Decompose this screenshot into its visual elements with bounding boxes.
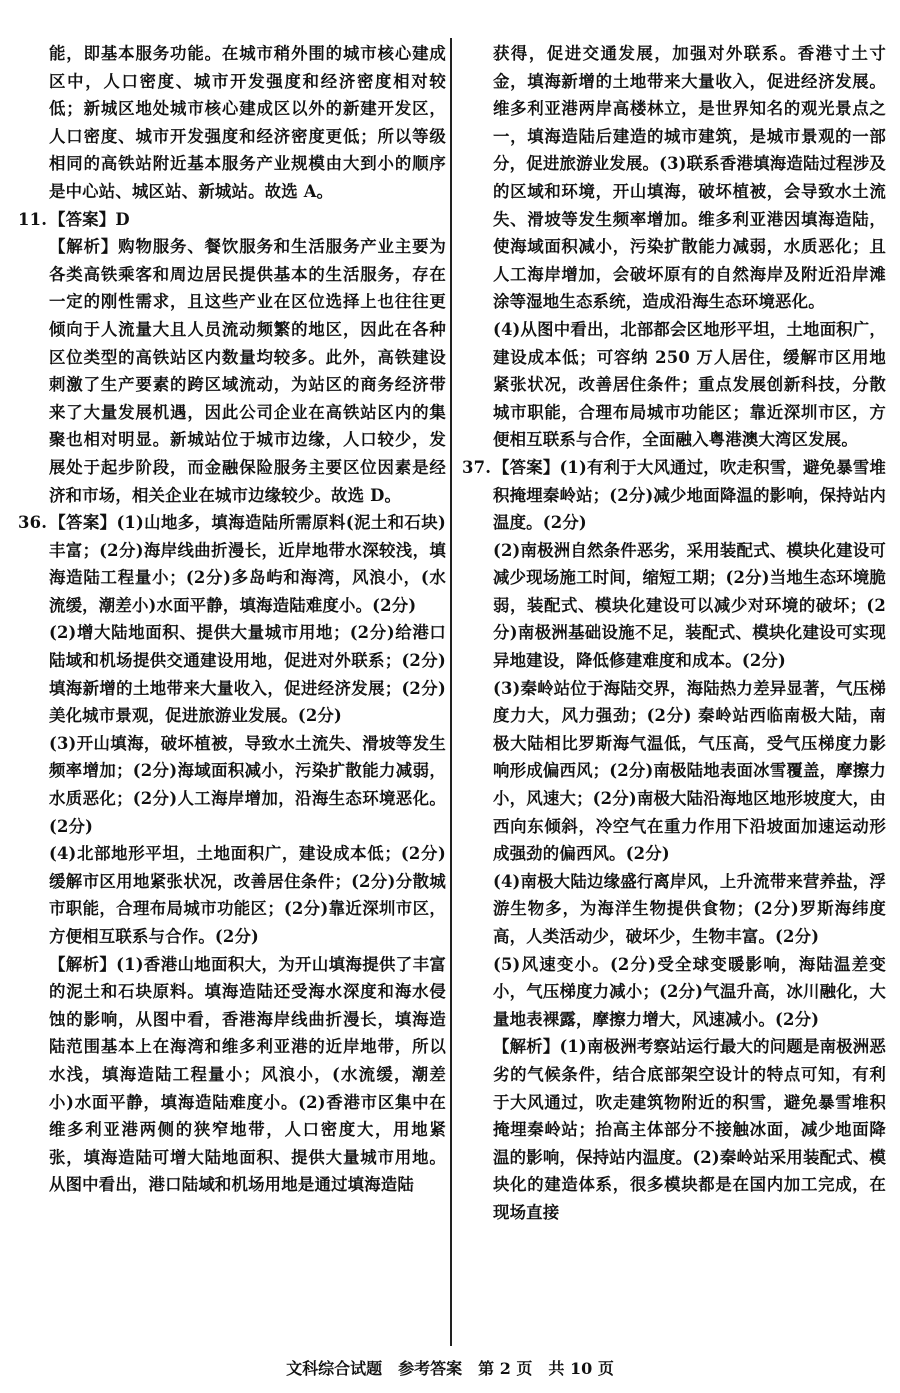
left-column bbox=[18, 40, 446, 1199]
answer-part-4: (4)北部地形平坦，土地面积广，建设成本低；(2分)缓解市区用地紧张状况，改善居住条件；(2分)分散城市职能，合理布局城市功能区；(2分)靠近深圳市区，方便相互联系与合作。(2分) bbox=[49, 844, 446, 946]
analysis-part-4: (4)从图中看出，北部都会区地形平坦，土地面积广，建设成本低；可容纳 250 万人居住，缓解市区用地紧张状况，改善居住条件；重点发展创新科技，分散城市职能，合理布局城市功能区；靠近深圳市区，方便相互联系与合作，全面融入粤港澳大湾区发展。 bbox=[493, 319, 886, 450]
answer-part-4: (4)南极大陆边缘盛行离岸风，上升流带来营养盐，浮游生物多，为海洋生物提供食物；(2分)罗斯海纬度高，人类活动少，破坏少，生物丰富。(2分) bbox=[493, 871, 886, 946]
question-37 bbox=[462, 454, 886, 537]
answer-part-2: (2)增大陆地面积、提供大量城市用地；(2分)给港口陆域和机场提供交通建设用地，促进对外联系；(2分)填海新增的土地带来大量收入，促进经济发展；(2分)美化城市景观，促进旅游业发展。(2分) bbox=[49, 623, 446, 726]
question-number: 11. bbox=[18, 209, 48, 229]
answer-text: 【答案】D bbox=[49, 209, 130, 229]
analysis-text: 【解析】购物服务、餐饮服务和生活服务产业主要为各类高铁乘客和周边居民提供基本的生活服务，存在一定的刚性需求，且这些产业在区位选择上也往往更倾向于人流量大且人员流动频繁的地区，因此在各种区位类型的高铁站区内数量均较多。此外，高铁建设刺激了生产要素的跨区域流动，为站区的商务经济带来了大量发展机遇，因此公司企业在高铁站区内的集聚也相对明显。新城站位于城市边缘，人口较少，发展处于起步阶段，而金融保险服务主要区位因素是经济和市场，相关企业在城市边缘较少。故选 D。 bbox=[49, 237, 446, 505]
column-divider bbox=[450, 38, 452, 1346]
analysis-text: 【解析】(1)香港山地面积大，为开山填海提供了丰富的泥土和石块原料。填海造陆还受海水深度和海水侵蚀的影响，从图中看，香港海岸线曲折漫长，填海造陆范围基本上在海湾和维多利亚港的近岸地带，所以水浅，填海造陆工程量小；风浪小，(水流缓，潮差小)水面平静，填海造陆难度小。(2)香港市区集中在维多利亚港两侧的狭窄地带，人口密度大，用地紧张，填海造陆可增大陆地面积、提供大量城市用地。从图中看出，港口陆域和机场用地是通过填海造陆 bbox=[49, 954, 446, 1195]
question-number: 36. bbox=[18, 513, 48, 533]
answer-part-3: (3)秦岭站位于海陆交界，海陆热力差异显著，气压梯度力大，风力强劲；(2分) 秦岭站西临南极大陆，南极大陆相比罗斯海气温低，气压高，受气压梯度力影响形成偏西风；(2分)南极陆地表面冰雪覆盖，摩擦力小，风速大；(2分)南极大陆沿海地区地形坡度大，由西向东倾斜，冷空气在重力作用下沿坡面加速运动形成强劲的偏西风。(2分) bbox=[493, 678, 886, 864]
page-footer: 文科综合试题 参考答案 第 2 页 共 10 页 bbox=[286, 1359, 614, 1378]
continued-paragraph: 能，即基本服务功能。在城市稍外围的城市核心建成区中，人口密度、城市开发强度和经济密度相对较低；新城区地处城市核心建成区以外的新建开发区，人口密度、城市开发强度和经济密度更低；所以等级相同的高铁站附近基本服务产业规模由大到小的顺序是中心站、城区站、新城站。故选 A。 bbox=[49, 44, 446, 201]
answer-part-5: (5)风速变小。(2分)受全球变暖影响，海陆温差变小，气压梯度力减小；(2分)气温升高，冰川融化，大量地表裸露，摩擦力增大，风速减小。(2分) bbox=[493, 954, 886, 1029]
answer-text: 【答案】(1)山地多，填海造陆所需原料(泥土和石块)丰富；(2分)海岸线曲折漫长，近岸地带水深较浅，填海造陆工程量小；(2分)多岛屿和海湾，风浪小，(水流缓，潮差小)水面平静，填海造陆难度小。(2分) bbox=[49, 513, 446, 615]
continued-paragraph: 获得，促进交通发展，加强对外联系。香港寸土寸金，填海新增的土地带来大量收入，促进经济发展。维多利亚港两岸高楼林立，是世界知名的观光景点之一，填海造陆后建造的城市建筑，是城市景观的一部分，促进旅游业发展。(3)联系香港填海造陆过程涉及的区域和环境，开山填海，破坏植被，会导致水土流失、滑坡等发生频率增加。维多利亚港因填海造陆，使海域面积减小，污染扩散能力减弱，水质恶化；且人工海岸增加，会破坏原有的自然海岸及附近沿岸滩涂等湿地生态系统，造成沿海生态环境恶化。 bbox=[493, 44, 886, 312]
question-11 bbox=[18, 206, 446, 234]
question-36 bbox=[18, 509, 446, 619]
analysis-text: 【解析】(1)南极洲考察站运行最大的问题是南极洲恶劣的气候条件，结合底部架空设计的特点可知，有利于大风通过，吹走建筑物附近的积雪，避免暴雪堆积掩埋秦岭站；抬高主体部分不接触冰面，减少地面降温的影响，保持站内温度。(2)秦岭站采用装配式、模块化的建造体系，很多模块都是在国内加工完成，在现场直接 bbox=[493, 1037, 886, 1222]
answer-part-2: (2)南极洲自然条件恶劣，采用装配式、模块化建设可减少现场施工时间，缩短工期；(2分)当地生态环境脆弱，装配式、模块化建设可以减少对环境的破坏；(2分)南极洲基础设施不足，装配式、模块化建设可实现异地建设，降低修建难度和成本。(2分) bbox=[493, 540, 886, 671]
answer-part-3: (3)开山填海，破坏植被，导致水土流失、滑坡等发生频率增加；(2分)海域面积减小，污染扩散能力减弱，水质恶化；(2分)人工海岸增加，沿海生态环境恶化。(2分) bbox=[49, 733, 446, 836]
answer-text: 【答案】(1)有利于大风通过，吹走积雪，避免暴雪堆积掩埋秦岭站；(2分)减少地面降温的影响，保持站内温度。(2分) bbox=[493, 457, 886, 533]
question-number: 37. bbox=[462, 457, 492, 477]
right-column bbox=[462, 40, 886, 1227]
